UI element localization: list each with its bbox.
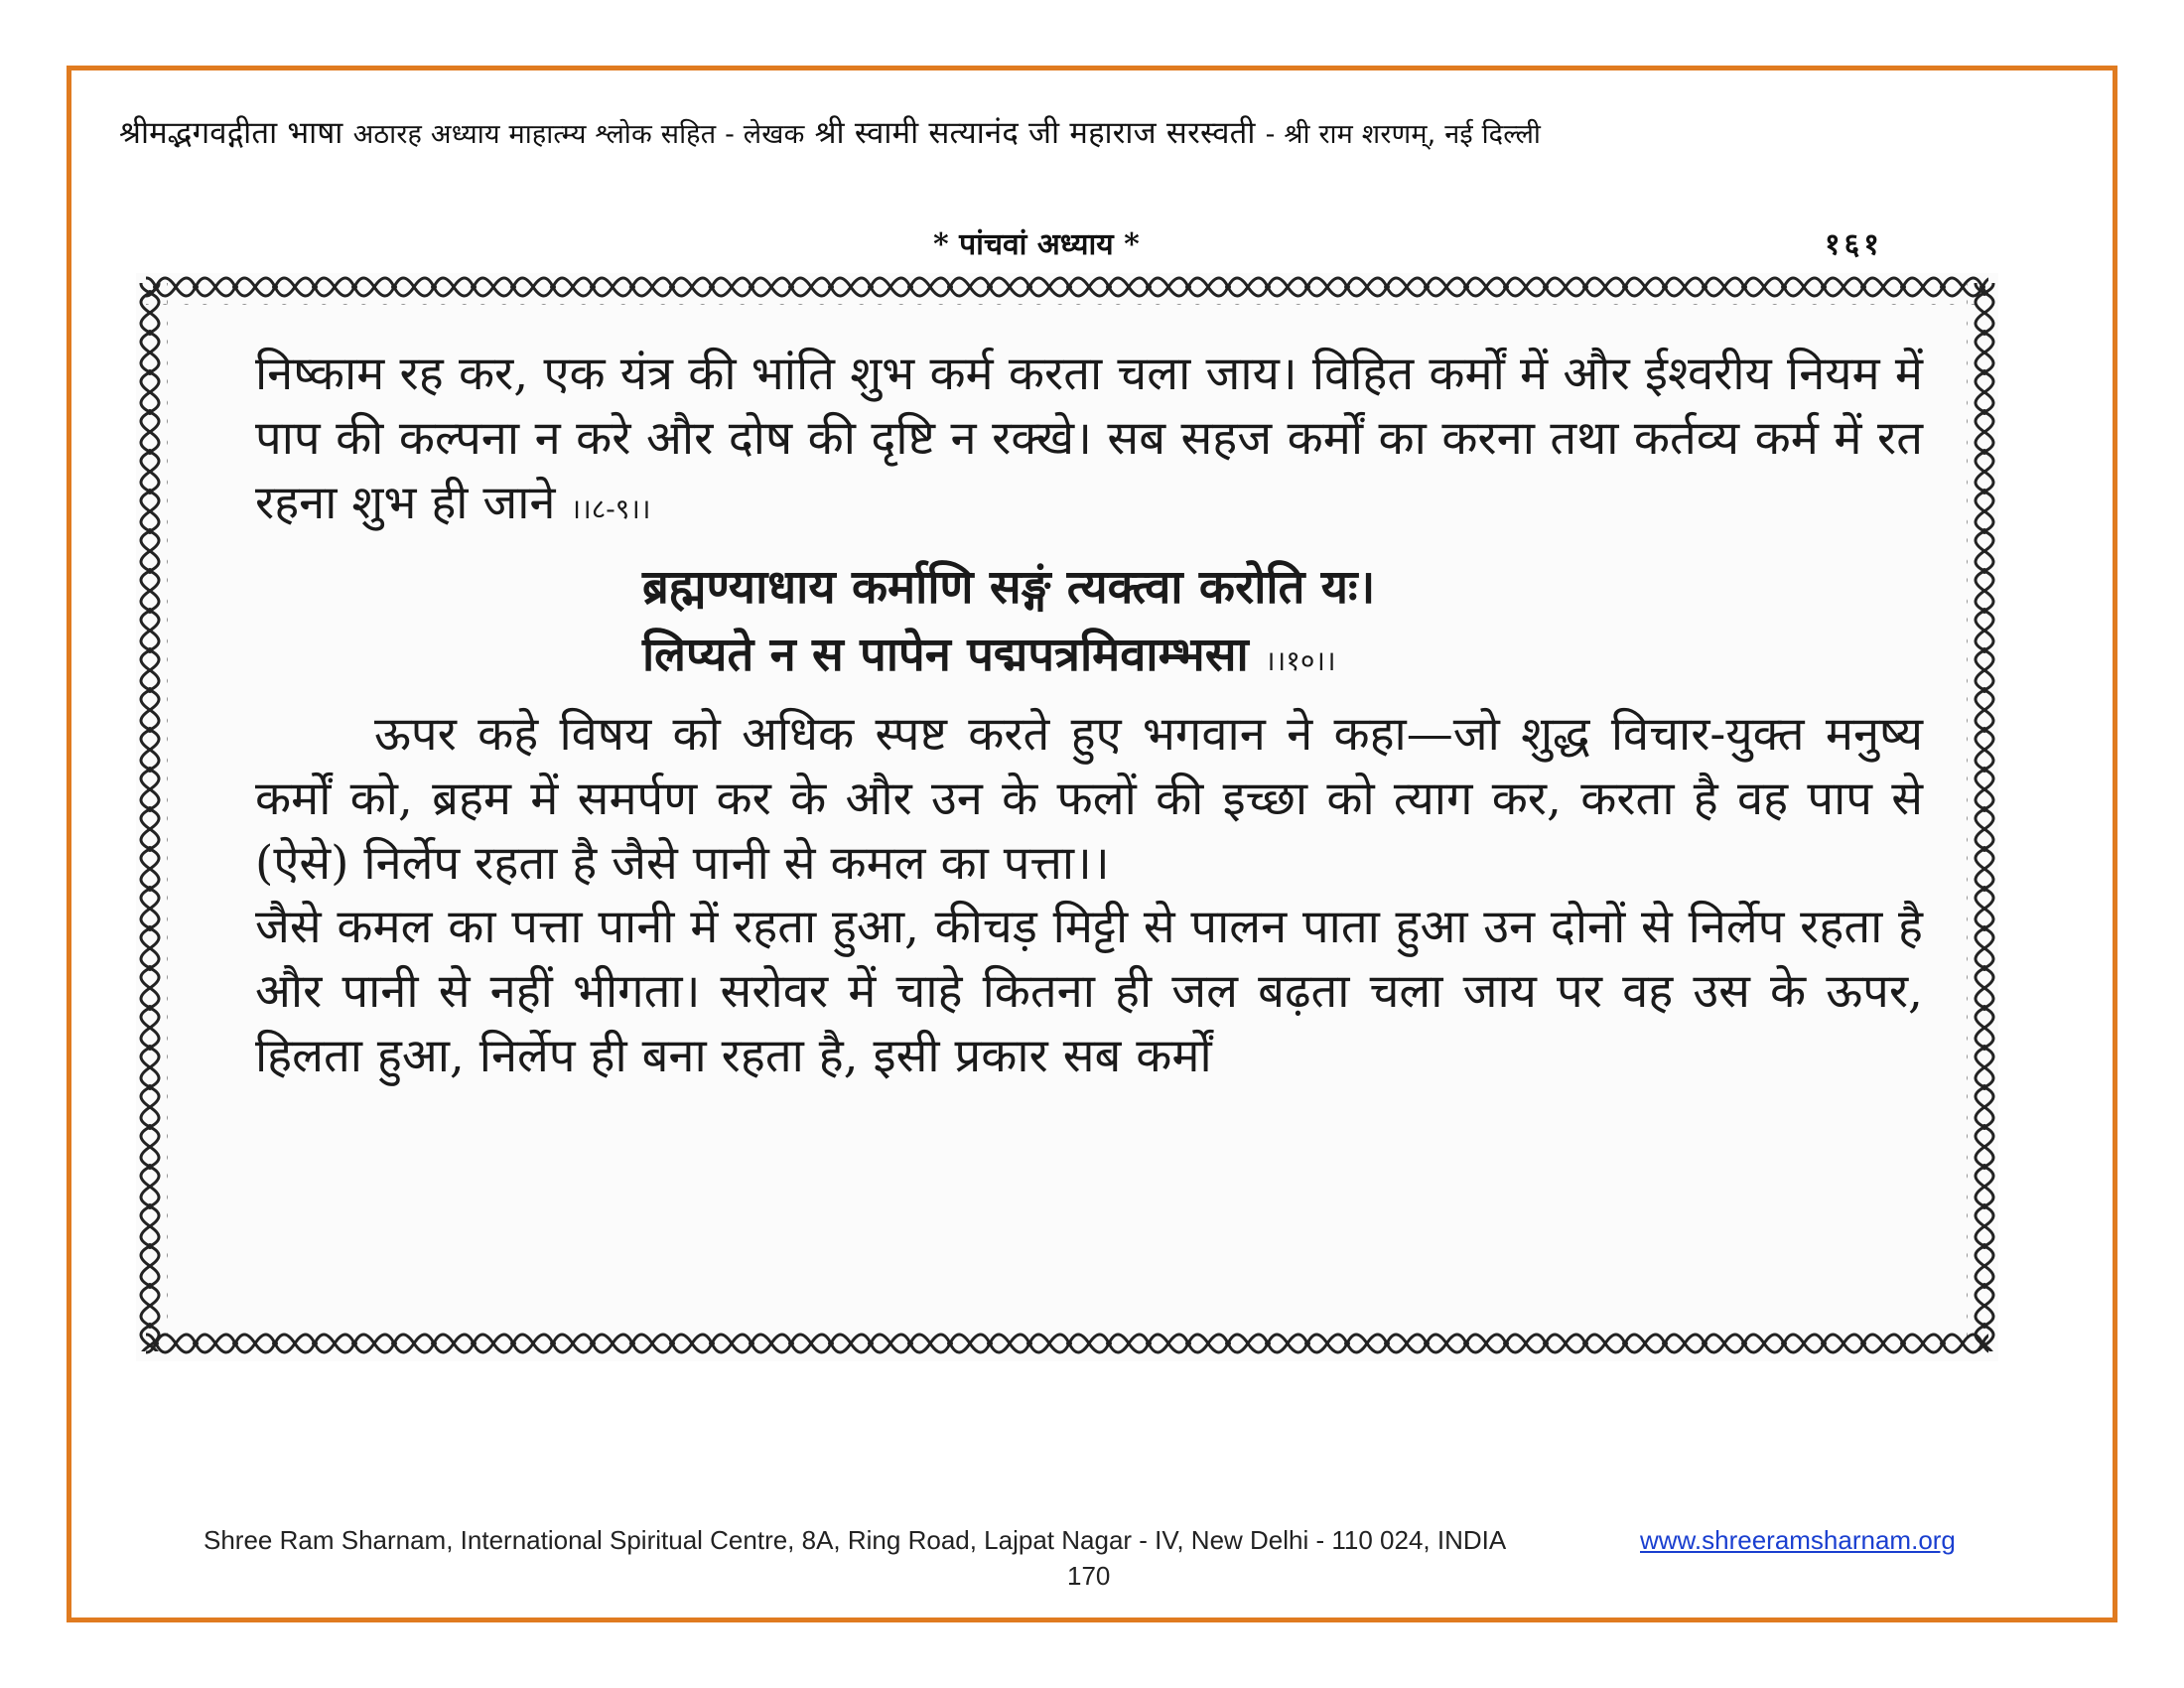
commentary-paragraph-2: ऊपर कहे विषय को अधिक स्पष्ट करते हुए भगवान ने कहा—जो शुद्ध विचार-युक्त मनुष्य कर्मों को, ब्रहम में समर्पण कर के और उन के फलों की इच्छा को त्याग कर, करता है वह पाप से (ऐसे) निर्लेप रहता है जैसे पानी से कमल का पत्ता।। xyxy=(255,706,1924,891)
document-header xyxy=(119,111,2065,153)
verse-line-1: ब्रह्मण्याधाय कर्माणि सङ्गं त्यक्त्वा करोति यः। xyxy=(642,559,1376,615)
verse-reference-8-9: ।।८-९।। xyxy=(570,492,651,525)
scanned-page-image xyxy=(136,273,1998,1361)
header-subtitle: अठारह अध्याय माहात्म्य श्लोक सहित - लेखक xyxy=(352,119,805,150)
commentary-paragraph-3: जैसे कमल का पत्ता पानी में रहता हुआ, कीचड़ मिट्टी से पालन पाता हुआ उन दोनों से निर्लेप रहता है और पानी से नहीं भीगता। सरोवर में चाहे कितना ही जल बढ़ता चला जाय पर वह उस के ऊपर, हिलता हुआ, निर्लेप ही बना रहता है, इसी प्रकार सब कर्मों xyxy=(255,900,1923,1084)
verse-number: ।।१०।। xyxy=(1265,643,1336,677)
commentary-paragraph-1 xyxy=(255,343,1923,536)
header-publisher: - श्री राम शरणम्, नई दिल्ली xyxy=(1265,119,1542,150)
verse-line-2: लिप्यते न स पापेन पद्मपत्रमिवाम्भसा xyxy=(642,627,1249,682)
header-author: श्री स्वामी सत्यानंद जी महाराज सरस्वती xyxy=(814,115,1256,151)
sanskrit-verse xyxy=(255,554,1923,689)
chapter-heading: * पांचवां अध्याय * xyxy=(933,227,1140,262)
website-link[interactable]: www.shreeramsharnam.org xyxy=(1640,1525,1956,1555)
footer-page-number: 170 xyxy=(1067,1561,1111,1591)
scan-page-number: १६१ xyxy=(1825,227,1883,262)
header-book-title: श्रीमद्भगवद्गीता भाषा xyxy=(119,115,343,151)
footer-address: Shree Ram Sharnam, International Spiritual Centre, 8A, Ring Road, Lajpat Nagar - IV, New Delhi - 110 024, INDIA xyxy=(204,1525,1507,1555)
verse-line-2-wrap xyxy=(642,622,1923,689)
scripture-text xyxy=(255,343,1923,1089)
commentary-text-1: निष्काम रह कर, एक यंत्र की भांति शुभ कर्म करता चला जाय। विहित कर्मों में और ईश्वरीय नियम में पाप की कल्पना न करे और दोष की दृष्टि न रक्खे। सब सहज कर्मों का करना तथा कर्तव्य कर्म में रत रहना शुभ ही जाने xyxy=(255,347,1923,530)
